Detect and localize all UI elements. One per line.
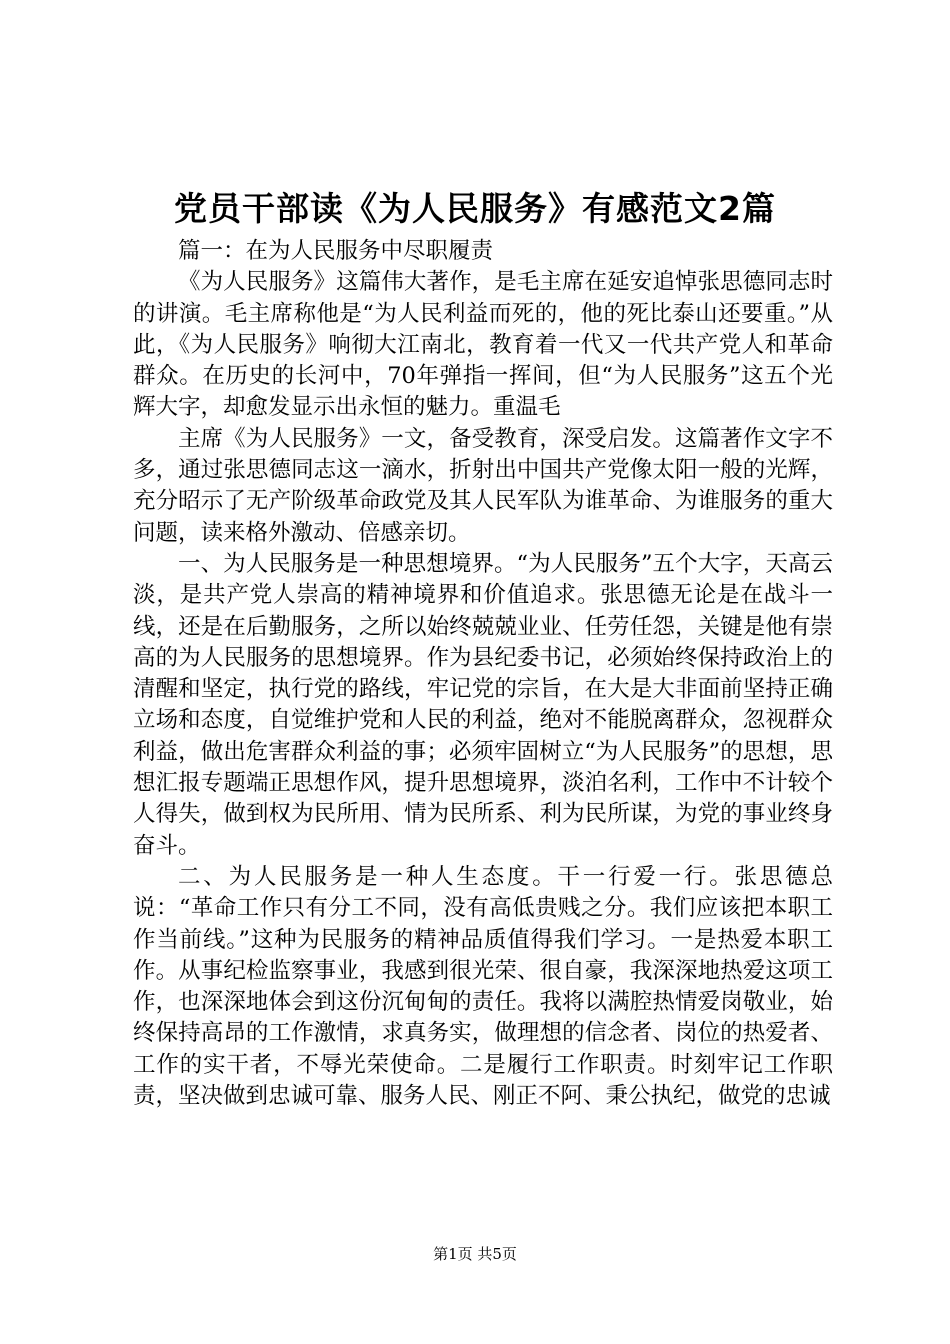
body-paragraph: 《为人民服务》这篇伟大著作，是毛主席在延安追悼张思德同志时的讲演。毛主席称他是“为人民利益而死的，他的死比泰山还要重。”从此，《为人民服务》响彻大江南北，教育着一代又一代共产党人和革命群众。在历史的长河中，70年弹指一挥间，但“为人民服务”这五个光辉大字，却愈发显示出永恒的魅力。重温毛: [133, 269, 833, 421]
section-heading: 篇一：在为人民服务中尽职履责: [178, 238, 494, 264]
document-title: 党员干部读《为人民服务》有感范文2篇: [174, 189, 776, 228]
body-paragraph: 二、为人民服务是一种人生态度。干一行爱一行。张思德总说：“革命工作只有分工不同，没有高低贵贱之分。我们应该把本职工作当前线。”这种为民服务的精神品质值得我们学习。一是热爱本职工作。从事纪检监察事业，我感到很光荣、很自豪，我深深地热爱这项工作，也深深地体会到这份沉甸甸的责任。我将以满腔热情爱岗敬业，始终保持高昂的工作激情，求真务实，做理想的信念者、岗位的热爱者、工作的实干者，不辱光荣使命。二是履行工作职责。时刻牢记工作职责，坚决做到忠诚可靠、服务人民、刚正不阿、秉公执纪，做党的忠诚: [133, 863, 833, 1110]
page-footer: 第1页 共5页: [433, 1245, 517, 1263]
document-body: [133, 236, 833, 1112]
body-paragraph: 主席《为人民服务》一文，备受教育，深受启发。这篇著作文字不多，通过张思德同志这一滴水，折射出中国共产党像太阳一般的光辉，充分昭示了无产阶级革命政党及其人民军队为谁革命、为谁服务的重大问题，读来格外激动、倍感亲切。: [133, 425, 833, 546]
body-paragraph: 一、为人民服务是一种思想境界。“为人民服务”五个大字，天高云淡，是共产党人崇高的精神境界和价值追求。张思德无论是在战斗一线，还是在后勤服务，之所以始终兢兢业业、任劳任怨，关键是他有崇高的为人民服务的思想境界。作为县纪委书记，必须始终保持政治上的清醒和坚定，执行党的路线，牢记党的宗旨，在大是大非面前坚持正确立场和态度，自觉维护党和人民的利益，绝对不能脱离群众，忽视群众利益，做出危害群众利益的事；必须牢固树立“为人民服务”的思想，思想汇报专题端正思想作风，提升思想境界，淡泊名利，工作中不计较个人得失，做到权为民所用、情为民所系、利为民所谋，为党的事业终身奋斗。: [133, 550, 833, 859]
